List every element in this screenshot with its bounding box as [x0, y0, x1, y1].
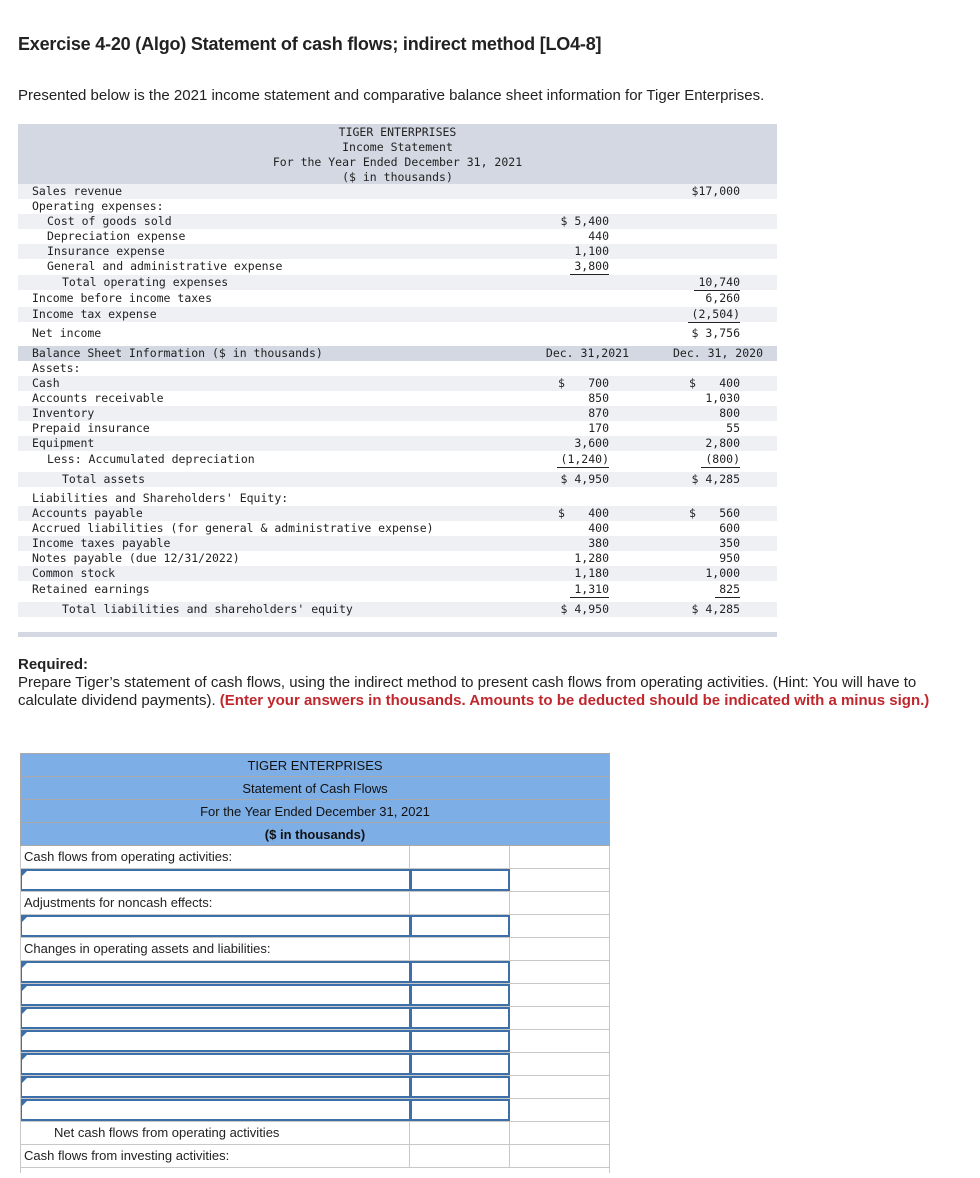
statement-header [18, 124, 777, 184]
value-2020: $ 3,756 [691, 326, 740, 340]
required-instruction: (Enter your answers in thousands. Amounts to be deducted should be indicated with a minus sign.) [219, 692, 930, 709]
cf-operating-label: Cash flows from operating activities: [20, 846, 410, 868]
value-2021: 170 [588, 421, 609, 435]
dollar-sign: $ [689, 506, 696, 520]
value-2021: 3,800 [570, 259, 609, 275]
statement-row [18, 326, 777, 341]
row-label: Sales revenue [32, 184, 123, 198]
cf-statement-name: Statement of Cash Flows [20, 776, 610, 800]
statement-row [18, 421, 777, 436]
cf-period: For the Year Ended December 31, 2021 [20, 799, 610, 823]
row-label: Total assets [62, 472, 146, 486]
row-label: Net income [32, 326, 102, 340]
statement-row [18, 391, 777, 406]
row-label: Less: Accumulated depreciation [47, 452, 255, 466]
value-2020: 1,000 [705, 566, 740, 580]
row-label: Depreciation expense [47, 229, 186, 243]
financial-statement-table [18, 124, 777, 637]
value-2020: 1,030 [705, 391, 740, 405]
liabilities-label-row [18, 491, 777, 506]
value-2020: 560 [719, 506, 740, 520]
statement-row [18, 307, 777, 322]
intro-text: Presented below is the 2021 income statement and comparative balance sheet information for Tiger Enterprises. [18, 87, 765, 104]
required-heading: Required: [18, 656, 89, 673]
value-2021: $ 4,950 [560, 602, 609, 616]
assets-label: Assets: [32, 361, 81, 375]
value-2020: 400 [719, 376, 740, 390]
col-2021-header: Dec. 31,2021 [545, 346, 629, 360]
statement-period: For the Year Ended December 31, 2021 [272, 155, 523, 169]
row-label: Cost of goods sold [47, 214, 172, 228]
value-2020: (800) [701, 452, 740, 468]
value-2020: 2,800 [705, 436, 740, 450]
statement-row [18, 376, 777, 391]
cf-adjustments-label: Adjustments for noncash effects: [20, 892, 410, 914]
value-2020: 950 [719, 551, 740, 565]
liabilities-label: Liabilities and Shareholders' Equity: [32, 491, 289, 505]
statement-row [18, 436, 777, 451]
row-label: Accounts receivable [32, 391, 164, 405]
statement-row [18, 582, 777, 597]
value-2021: 400 [588, 521, 609, 535]
statement-row [18, 406, 777, 421]
value-2021: 3,600 [574, 436, 609, 450]
company-name: TIGER ENTERPRISES [338, 125, 457, 139]
assets-label-row [18, 361, 777, 376]
row-label: Accounts payable [32, 506, 143, 520]
row-label: Equipment [32, 436, 95, 450]
row-label: Cash [32, 376, 60, 390]
statement-row [18, 229, 777, 244]
balance-sheet-title: Balance Sheet Information ($ in thousands) [32, 346, 323, 360]
statement-row [18, 199, 777, 214]
value-2021: 1,310 [570, 582, 609, 598]
value-2021: $ 5,400 [560, 214, 609, 228]
balance-sheet-header [18, 346, 777, 361]
dollar-sign: $ [689, 376, 696, 390]
statement-row [18, 452, 777, 467]
statement-row [18, 275, 777, 290]
value-2021: $ 4,950 [560, 472, 609, 486]
row-label: Retained earnings [32, 582, 150, 596]
row-label: Income before income taxes [32, 291, 213, 305]
row-label: Accrued liabilities (for general & administrative expense) [32, 521, 434, 535]
value-2021: 1,180 [574, 566, 609, 580]
value-2021: 850 [588, 391, 609, 405]
value-2020: 600 [719, 521, 740, 535]
value-2020: (2,504) [688, 307, 740, 323]
row-label: Prepaid insurance [32, 421, 150, 435]
statement-row [18, 536, 777, 551]
row-label: Operating expenses: [32, 199, 164, 213]
statement-row [18, 506, 777, 521]
cf-investing-label: Cash flows from investing activities: [20, 1145, 410, 1167]
cf-company-name: TIGER ENTERPRISES [20, 753, 610, 777]
value-2020: $ 4,285 [691, 472, 740, 486]
value-2020: 55 [726, 421, 740, 435]
row-label: Income tax expense [32, 307, 157, 321]
row-label: Inventory [32, 406, 95, 420]
statement-row [18, 521, 777, 536]
value-2021: 400 [588, 506, 609, 520]
value-2021: 1,280 [574, 551, 609, 565]
statement-row [18, 602, 777, 617]
value-2020: 825 [715, 582, 740, 598]
value-2020: 350 [719, 536, 740, 550]
statement-name: Income Statement [342, 140, 453, 154]
statement-row [18, 214, 777, 229]
value-2020: 6,260 [705, 291, 740, 305]
cf-units: ($ in thousands) [20, 822, 610, 846]
col-2020-header: Dec. 31, 2020 [672, 346, 763, 360]
value-2020: $17,000 [691, 184, 740, 198]
statement-row [18, 244, 777, 259]
statement-row [18, 184, 777, 199]
value-2021: 1,100 [574, 244, 609, 258]
value-2021: 870 [588, 406, 609, 420]
row-label: Insurance expense [47, 244, 165, 258]
statement-row [18, 566, 777, 581]
dollar-sign: $ [558, 376, 565, 390]
value-2020: 800 [719, 406, 740, 420]
row-label: Income taxes payable [32, 536, 171, 550]
row-label: Common stock [32, 566, 116, 580]
statement-row [18, 291, 777, 306]
required-text: Prepare Tiger’s statement of cash flows, using the indirect method to present cash flows from operating activities. (Hint: You will have to calculate dividend payments). [18, 674, 917, 709]
value-2021: 380 [588, 536, 609, 550]
statement-units: ($ in thousands) [342, 170, 453, 184]
page-title: Exercise 4-20 (Algo) Statement of cash flows; indirect method [LO4-8] [18, 34, 602, 54]
row-label: Total operating expenses [62, 275, 229, 289]
value-2020: 10,740 [694, 275, 740, 291]
value-2021: (1,240) [557, 452, 609, 468]
value-2021: 700 [588, 376, 609, 390]
row-label: Total liabilities and shareholders' equity [62, 602, 353, 616]
statement-row [18, 551, 777, 566]
row-label: General and administrative expense [47, 259, 283, 273]
row-label: Notes payable (due 12/31/2022) [32, 551, 240, 565]
dollar-sign: $ [558, 506, 565, 520]
cf-net-operating-label: Net cash flows from operating activities [20, 1122, 410, 1144]
statement-row [18, 259, 777, 274]
required-section [18, 656, 958, 710]
statement-row [18, 472, 777, 487]
value-2021: 440 [588, 229, 609, 243]
value-2020: $ 4,285 [691, 602, 740, 616]
cf-changes-label: Changes in operating assets and liabilities: [20, 938, 410, 960]
